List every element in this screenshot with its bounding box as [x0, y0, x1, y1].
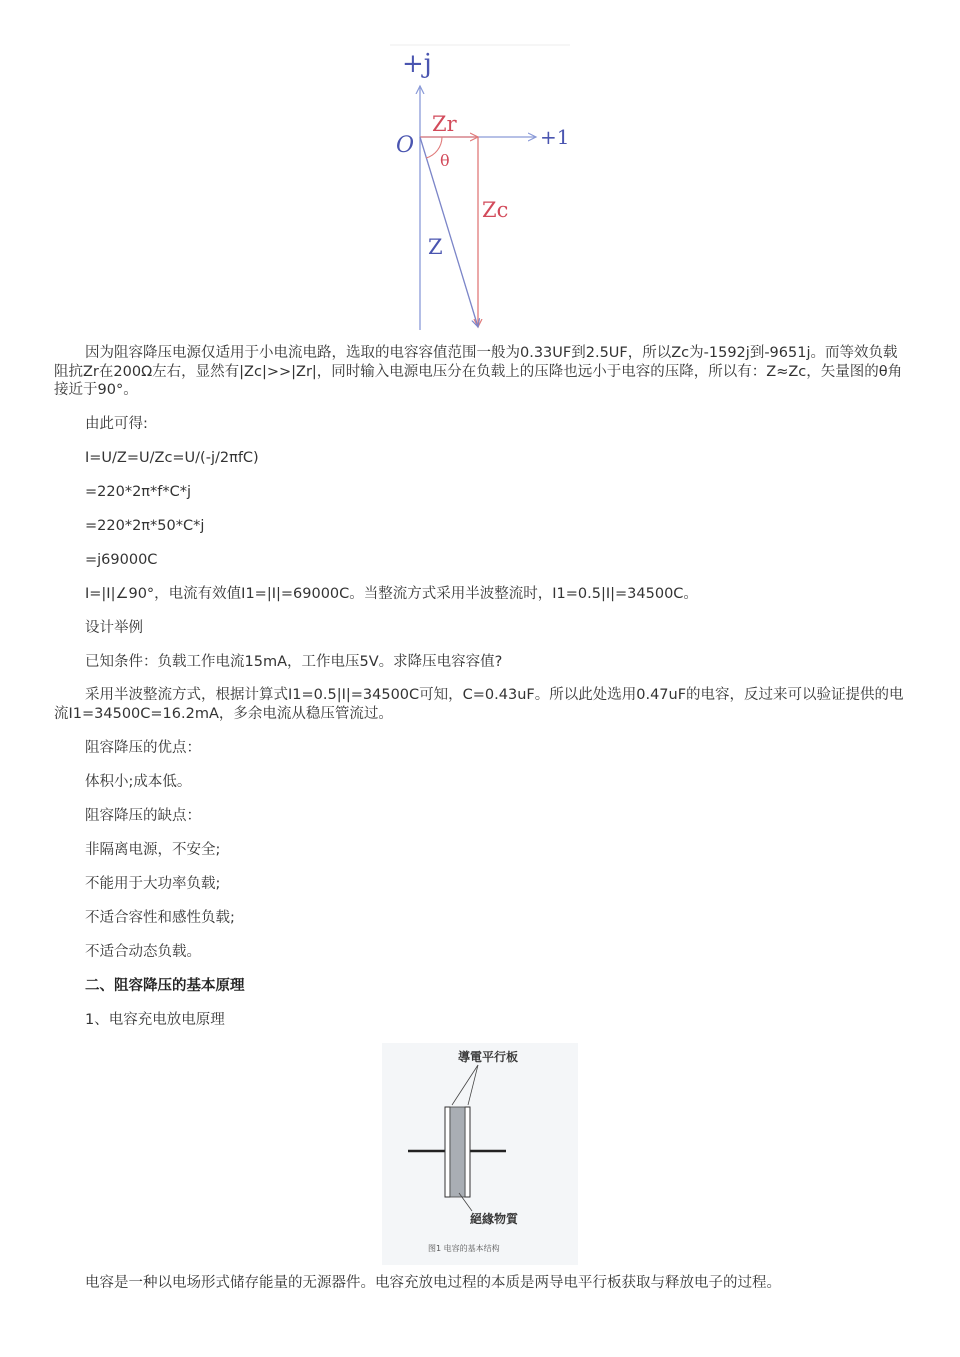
equation-3: =220*2π*50*C*j — [85, 518, 205, 534]
theta-label: θ — [440, 151, 450, 170]
capacitor-dielectric — [450, 1107, 465, 1197]
equation-1: I=U/Z=U/Zc=U/(-j/2πfC) — [85, 450, 259, 466]
subsection-1-heading: 1、电容充电放电原理 — [85, 1012, 225, 1028]
figure-caption: 图1 电容的基本结构 — [428, 1244, 500, 1253]
paragraph-capacitance-range: 因为阻容降压电源仅适用于小电流电路，选取的电容容值范围一般为0.33UF到2.5UF，所以Zc为-1592j到-9651j。而等效负载阻抗Zr在200Ω左右，显然有|Zc|>>|Zr|，同时输入电源电压分在负载上的压降也远小于电容的压降，所以有：Z≈Zc，矢量图的θ角接近于90°。 — [54, 345, 903, 398]
equation-2: =220*2π*f*C*j — [85, 484, 192, 500]
capacitor-left-plate — [445, 1107, 450, 1197]
capacitor-definition: 电容是一种以电场形式储存能量的无源器件。电容充放电过程的本质是两导电平行板获取与释放电子的过程。 — [85, 1275, 781, 1291]
capacitor-right-plate — [465, 1107, 470, 1197]
section-2-heading: 二、阻容降压的基本原理 — [85, 978, 245, 994]
imag-axis-label: +j — [402, 49, 432, 79]
z-label: Z — [428, 235, 443, 259]
disadvantages-title: 阻容降压的缺点： — [85, 808, 201, 824]
design-example-title: 设计举例 — [85, 620, 143, 636]
origin-label: O — [396, 133, 415, 158]
plates-label: 導電平行板 — [458, 1050, 519, 1064]
design-given-conditions: 已知条件：负载工作电流15mA，工作电压5V。求降压电容容值? — [85, 654, 503, 670]
disadvantage-4: 不适合动态负载。 — [85, 944, 201, 960]
vector-diagram-svg — [370, 40, 590, 340]
real-axis-label: +1 — [540, 125, 570, 149]
disadvantage-1: 非隔离电源，不安全; — [85, 842, 221, 858]
capacitor-svg — [382, 1043, 578, 1265]
figure-background — [382, 1043, 578, 1265]
zr-label: Zr — [432, 112, 457, 136]
impedance-vector-diagram — [370, 40, 590, 340]
equation-5-current: I=|I|∠90°，电流有效值I1=|I|=69000C。当整流方式采用半波整流时，I1=0.5|I|=34500C。 — [85, 586, 698, 602]
advantages-title: 阻容降压的优点： — [85, 740, 201, 756]
equation-4: =j69000C — [85, 552, 158, 568]
insulator-label: 絕緣物質 — [470, 1212, 519, 1226]
derivation-intro: 由此可得: — [85, 416, 148, 432]
advantage-1: 体积小;成本低。 — [85, 774, 192, 790]
capacitor-structure-figure — [382, 1043, 578, 1265]
zc-label: Zc — [482, 198, 509, 222]
disadvantage-3: 不适合容性和感性负载; — [85, 910, 235, 926]
paragraph-half-wave: 采用半波整流方式，根据计算式I1=0.5|I|=34500C可知，C=0.43uF。所以此处选用0.47uF的电容，反过来可以验证提供的电流I1=34500C=16.2mA，多余电流从稳压管流过。 — [54, 687, 904, 722]
disadvantage-2: 不能用于大功率负载; — [85, 876, 221, 892]
